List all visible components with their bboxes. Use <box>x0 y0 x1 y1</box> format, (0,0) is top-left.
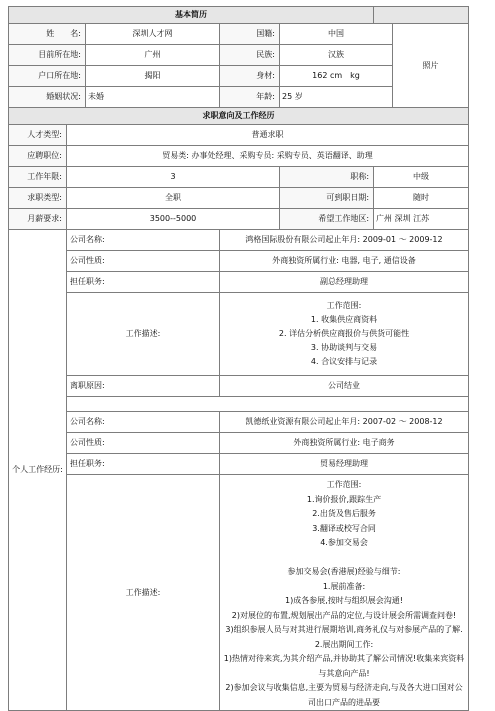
marital-value: 未婚 <box>86 87 220 108</box>
position-label: 应聘职位: <box>9 146 67 167</box>
job2-role: 贸易经理助理 <box>220 454 469 475</box>
desc-line: 1. 收集供应商资料 <box>310 315 378 324</box>
role-label: 担任职务: <box>67 272 220 293</box>
job1-role: 副总经理助理 <box>220 272 469 293</box>
job2-role-row <box>9 454 469 475</box>
height-value: 162 cm kg <box>280 66 393 87</box>
section-title-basic: 基本简历 <box>9 7 374 24</box>
job1-role-row <box>9 272 469 293</box>
job2-description <box>220 475 469 711</box>
job1-leave-row <box>9 376 469 397</box>
row-salary <box>9 209 469 230</box>
desc-line: 2. 详估分析供应商报价与供货可能性 <box>278 329 410 338</box>
job2-company: 凯德纸业资源有限公司起止年月: 2007-02 ～ 2008-12 <box>220 412 469 433</box>
height-label: 身材: <box>220 66 280 87</box>
years-value: 3 <box>67 167 280 188</box>
talent-type-label: 人才类型: <box>9 125 67 146</box>
area-value: 广州 深圳 江苏 <box>374 209 469 230</box>
age-value: 25 岁 <box>280 87 393 108</box>
row-position <box>9 146 469 167</box>
years-label: 工作年限: <box>9 167 67 188</box>
job-type-label: 求职类型: <box>9 188 67 209</box>
ethnicity-value: 汉族 <box>280 45 393 66</box>
job-title-value: 中级 <box>374 167 469 188</box>
row-name <box>9 24 469 45</box>
position-value: 贸易类: 办事处经理、采购专员: 采购专员、英语翻译、助理 <box>67 146 469 167</box>
hukou-value: 揭阳 <box>86 66 220 87</box>
job1-nature-row <box>9 251 469 272</box>
nationality-value: 中国 <box>280 24 393 45</box>
ethnicity-label: 民族: <box>220 45 280 66</box>
row-talent-type <box>9 125 469 146</box>
desc-line: 1.展前准备: <box>322 581 366 591</box>
salary-label: 月薪要求: <box>9 209 67 230</box>
basic-header-row <box>9 7 469 24</box>
salary-value: 3500--5000 <box>67 209 280 230</box>
role-label: 担任职务: <box>67 454 220 475</box>
desc-label: 工作描述: <box>67 293 220 376</box>
desc-line: 4. 合议安排与记录 <box>310 357 378 366</box>
desc-line: 3.翻译或校写合同 <box>312 523 376 533</box>
desc-line: 1.询价报价,跟踪生产 <box>306 494 382 504</box>
intent-header-row <box>9 108 469 125</box>
job1-leave: 公司结业 <box>220 376 469 397</box>
leave-label: 离职原因: <box>67 376 220 397</box>
row-job-type <box>9 188 469 209</box>
photo-box: 照片 <box>393 24 469 108</box>
resume-table <box>8 6 468 711</box>
desc-line: 4.参加交易会 <box>320 538 368 547</box>
job1-company-row <box>9 230 469 251</box>
desc-line: 2.展出期间工作: <box>314 639 374 649</box>
start-date-value: 随时 <box>374 188 469 209</box>
job1-nature: 外商独资所属行业: 电器, 电子, 通信设备 <box>220 251 469 272</box>
desc-line: 参加交易会(香港展)经验与细节: <box>287 567 401 576</box>
job2-company-row <box>9 412 469 433</box>
marital-label: 婚姻状况: <box>9 87 86 108</box>
experience-section-label: 个人工作经历: <box>9 230 67 711</box>
talent-type-value: 普通求职 <box>67 125 469 146</box>
row-years <box>9 167 469 188</box>
job1-company: 鸿格国际股份有限公司起止年月: 2009-01 ～ 2009-12 <box>220 230 469 251</box>
age-label: 年龄: <box>220 87 280 108</box>
name-value: 深圳人才网 <box>86 24 220 45</box>
location-label: 目前所在地: <box>9 45 86 66</box>
desc-line: 2.出货及售后服务 <box>312 509 376 518</box>
name-label: 姓 名: <box>9 24 86 45</box>
location-value: 广州 <box>86 45 220 66</box>
desc-line: 2)参加会议与收集信息,主要为贸易与经济走向,与及各大进口国对公司出口产品的进品要 <box>225 683 463 707</box>
job1-desc-row <box>9 293 469 376</box>
company-label: 公司名称: <box>67 230 220 251</box>
start-date-label: 可到职日期: <box>280 188 374 209</box>
desc-line: 1)热情对待来宾,为其介绍产品,并协助其了解公司情况!收集来宾资料与其意向产品! <box>223 654 465 678</box>
desc-line: 2)对展位的布置,规划展出产品的定位,与设计展会所需调查问卷! <box>231 610 457 620</box>
job2-nature: 外商独资所属行业: 电子商务 <box>220 433 469 454</box>
hukou-label: 户口所在地: <box>9 66 86 87</box>
desc-line: 工作范围: <box>326 301 362 310</box>
desc-line: 1)成各参展,按时与组织展会沟通! <box>285 596 403 605</box>
desc-line: 3. 协助谈判与交易 <box>310 343 378 352</box>
nature-label: 公司性质: <box>67 251 220 272</box>
job1-description <box>220 293 469 376</box>
area-label: 希望工作地区: <box>280 209 374 230</box>
job2-desc-row <box>9 475 469 711</box>
nationality-label: 国籍: <box>220 24 280 45</box>
company-label: 公司名称: <box>67 412 220 433</box>
desc-line <box>222 551 466 566</box>
desc-label: 工作描述: <box>67 475 220 711</box>
job-title-label: 职称: <box>280 167 374 188</box>
spacer-row <box>9 397 469 412</box>
job-type-value: 全职 <box>67 188 280 209</box>
job2-nature-row <box>9 433 469 454</box>
desc-line: 3)组织参展人员与对其进行展期培训,商务礼仪与对参展产品的了解. <box>225 625 463 634</box>
section-title-intent: 求职意向及工作经历 <box>9 108 469 125</box>
desc-line: 工作范围: <box>326 480 362 489</box>
nature-label: 公司性质: <box>67 433 220 454</box>
